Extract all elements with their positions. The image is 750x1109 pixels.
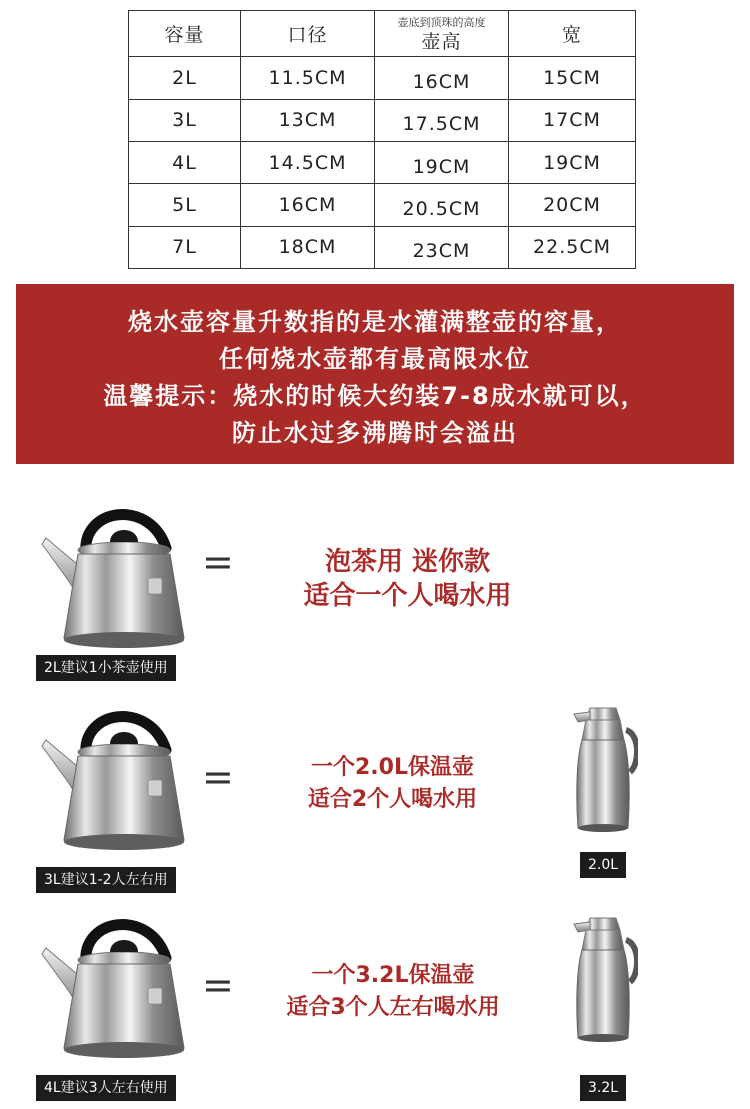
recommendation-line: 适合一个人喝水用 (303, 581, 512, 611)
header-height-note: 壶底到顶珠的高度 (397, 16, 486, 29)
cell-diameter: 11.5CM (241, 57, 375, 99)
cell-height: 17.5CM (375, 99, 509, 141)
cell-height: 19CM (375, 142, 509, 184)
flask-capacity-label: 2.0L (580, 852, 626, 878)
header-width: 宽 (509, 11, 636, 57)
cell-capacity: 5L (129, 184, 241, 226)
cell-capacity: 4L (129, 142, 241, 184)
cell-diameter: 14.5CM (241, 142, 375, 184)
cell-width: 15CM (509, 57, 636, 99)
kettle-size-label: 2L建议1小茶壶使用 (36, 655, 176, 681)
cell-width: 17CM (509, 99, 636, 141)
kettle-icon (38, 692, 188, 852)
spec-table (128, 10, 636, 269)
table-row (129, 184, 636, 226)
table-row (129, 99, 636, 141)
recommendation-text (262, 960, 524, 1024)
thermos-flask-icon (568, 700, 638, 844)
thermos-flask-icon (568, 910, 638, 1054)
kettle-size-label: 4L建议3人左右使用 (36, 1075, 176, 1101)
cell-width: 22.5CM (509, 226, 636, 268)
recommendation-line: 一个3.2L保温壶 (311, 963, 475, 988)
recommendation-line: 泡茶用 迷你款 (324, 547, 491, 577)
cell-capacity: 3L (129, 99, 241, 141)
equals-sign: = (202, 963, 234, 1007)
recommendation-line: 一个2.0L保温壶 (311, 755, 474, 780)
header-capacity: 容量 (129, 11, 241, 57)
table-row (129, 142, 636, 184)
cell-height: 20.5CM (375, 184, 509, 226)
banner-line: 任何烧水壶都有最高限水位 (219, 345, 531, 373)
banner-line: 防止水过多沸腾时会溢出 (232, 419, 518, 447)
header-height-label: 壶高 (421, 31, 462, 54)
cell-diameter: 18CM (241, 226, 375, 268)
table-row (129, 226, 636, 268)
flask-capacity-label: 3.2L (580, 1075, 626, 1101)
header-diameter: 口径 (241, 11, 375, 57)
table-row (129, 57, 636, 99)
banner-line: 温馨提示：烧水的时候大约装7-8成水就可以， (103, 382, 647, 410)
banner-line: 烧水壶容量升数指的是水灌满整壶的容量， (128, 308, 622, 336)
capacity-notice-banner (16, 284, 734, 464)
equals-sign: = (202, 755, 234, 799)
header-height (375, 11, 509, 57)
recommendation-line: 适合2个人喝水用 (307, 787, 478, 812)
cell-width: 20CM (509, 184, 636, 226)
recommendation-text (270, 752, 515, 816)
cell-capacity: 7L (129, 226, 241, 268)
recommendation-text (270, 545, 545, 613)
table-header-row (129, 11, 636, 57)
kettle-size-label: 3L建议1-2人左右用 (36, 867, 176, 893)
cell-diameter: 13CM (241, 99, 375, 141)
kettle-icon (38, 490, 188, 650)
recommendation-line: 适合3个人左右喝水用 (286, 995, 500, 1020)
kettle-icon (38, 900, 188, 1060)
cell-diameter: 16CM (241, 184, 375, 226)
cell-width: 19CM (509, 142, 636, 184)
equals-sign: = (202, 540, 234, 584)
cell-height: 23CM (375, 226, 509, 268)
cell-capacity: 2L (129, 57, 241, 99)
cell-height: 16CM (375, 57, 509, 99)
